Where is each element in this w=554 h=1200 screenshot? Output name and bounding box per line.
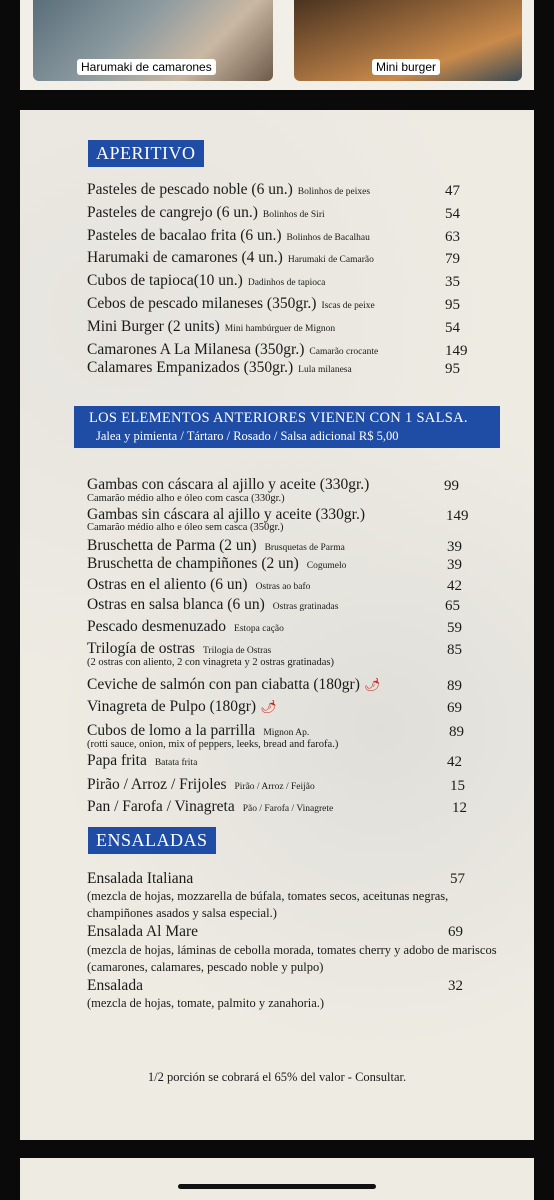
item-description: (mezcla de hojas, mozzarella de búfala, tomates secos, aceitunas negras, champiñones asados y salsa especial.): [87, 889, 449, 920]
item-name: Cubos de tapioca(10 un.): [87, 272, 243, 289]
menu-item[interactable]: [87, 977, 482, 995]
item-portuguese-name: Bolinhos de Siri: [262, 210, 325, 220]
item-price: 54: [445, 206, 460, 222]
chili-pepper-icon: 🌶: [363, 677, 381, 692]
item-price: 59: [447, 620, 462, 636]
menu-item[interactable]: [87, 752, 482, 770]
item-subtitle: (2 ostras con aliento, 2 con vinagreta y 2 ostras gratinadas): [87, 657, 334, 668]
item-price: 89: [449, 724, 464, 740]
item-name: Camarones A La Milanesa (350gr.): [87, 341, 305, 358]
item-name: Cubos de lomo a la parrilla: [87, 722, 256, 739]
menu-item[interactable]: [87, 798, 482, 816]
item-name: Mini Burger (2 units): [87, 318, 220, 335]
item-name: Ensalada: [87, 977, 143, 994]
menu-item[interactable]: [87, 341, 482, 359]
item-price: 149: [446, 508, 469, 524]
item-subtitle: Camarão médio alho e óleo com casca (330gr.): [87, 493, 285, 504]
item-portuguese-name: Camarão crocante: [309, 347, 379, 357]
item-description: (mezcla de hojas, tomate, palmito y zanahoria.): [87, 996, 325, 1010]
item-portuguese-name: Ostras gratinadas: [272, 602, 339, 612]
item-price: 99: [444, 478, 459, 494]
item-name: Ostras en el aliento (6 un): [87, 576, 248, 593]
item-price: 57: [450, 871, 465, 887]
item-portuguese-name: Lula milanesa: [298, 365, 352, 375]
ensaladas-heading: ENSALADAS: [88, 827, 216, 854]
item-name: Gambas sin cáscara al ajillo y aceite (330gr.): [87, 506, 366, 523]
item-price: 42: [447, 754, 462, 770]
item-description: (mezcla de hojas, láminas de cebolla morada, tomates cherry y adobo de mariscos (camarones, calamares, pescado noble y pulpo): [87, 943, 497, 974]
item-portuguese-name: Mini hambúrguer de Mignon: [224, 324, 336, 334]
item-price: 95: [445, 361, 460, 377]
home-indicator[interactable]: [178, 1184, 376, 1189]
sauce-notice-options: Jalea y pimienta / Tártaro / Rosado / Salsa adicional R$ 5,00: [96, 429, 399, 443]
item-portuguese-name: Brusquetas de Parma: [264, 543, 345, 553]
item-portuguese-name: Ostras ao bafo: [255, 582, 311, 592]
harumaki-photo[interactable]: [33, 0, 273, 81]
sauce-notice-title: LOS ELEMENTOS ANTERIORES VIENEN CON 1 SALSA.: [89, 410, 468, 426]
item-name: Ceviche de salmón con pan ciabatta (180gr): [87, 676, 360, 693]
harumaki-photo-label: Harumaki de camarones: [77, 59, 216, 75]
item-portuguese-name: Dadinhos de tapioca: [247, 278, 326, 288]
item-price: 47: [445, 183, 460, 199]
item-name: Pescado desmenuzado: [87, 618, 227, 635]
item-price: 15: [450, 778, 465, 794]
item-name: Gambas con cáscara al ajillo y aceite (330gr.): [87, 476, 370, 493]
item-name: Pasteles de pescado noble (6 un.): [87, 181, 293, 198]
item-price: 39: [447, 557, 462, 573]
item-price: 89: [447, 678, 462, 694]
item-portuguese-name: Bolinhos de peixes: [297, 187, 371, 197]
mini-burger-photo[interactable]: [294, 0, 522, 81]
item-price: 63: [445, 229, 460, 245]
item-name: Ensalada Italiana: [87, 870, 194, 887]
item-price: 39: [447, 539, 462, 555]
item-price: 12: [452, 800, 467, 816]
menu-item[interactable]: [87, 722, 482, 740]
mini-burger-photo-label: Mini burger: [372, 59, 440, 75]
item-subtitle: (rotti sauce, onion, mix of peppers, leeks, bread and farofa.): [87, 739, 339, 750]
sauce-notice: [74, 406, 500, 448]
item-name: Trilogía de ostras: [87, 640, 195, 657]
item-name: Papa frita: [87, 752, 147, 769]
item-price: 54: [445, 320, 460, 336]
item-portuguese-name: Harumaki de Camarão: [287, 255, 374, 265]
aperitivo-heading: APERITIVO: [88, 140, 204, 167]
item-name: Bruschetta de champiñones (2 un): [87, 555, 299, 572]
item-price: 69: [448, 924, 463, 940]
item-name: Vinagreta de Pulpo (180gr): [87, 698, 257, 715]
menu-item[interactable]: [87, 272, 482, 290]
menu-item[interactable]: [87, 537, 482, 555]
item-name: Ensalada Al Mare: [87, 923, 199, 940]
item-price: 85: [447, 642, 462, 658]
item-portuguese-name: Pirão / Arroz / Feijão: [234, 782, 315, 792]
item-name: Pirão / Arroz / Frijoles: [87, 776, 227, 793]
item-name: Pasteles de bacalao frita (6 un.): [87, 227, 282, 244]
item-price: 79: [445, 251, 460, 267]
item-name: Pasteles de cangrejo (6 un.): [87, 204, 258, 221]
item-price: 65: [445, 598, 460, 614]
menu-item[interactable]: [87, 476, 482, 494]
item-price: 95: [445, 297, 460, 313]
menu-item[interactable]: [87, 359, 482, 377]
item-portuguese-name: Cogumelo: [306, 561, 347, 571]
item-price: 42: [447, 578, 462, 594]
item-portuguese-name: Batata frita: [154, 758, 198, 768]
item-portuguese-name: Estopa cação: [234, 624, 284, 634]
item-name: Calamares Empanizados (350gr.): [87, 359, 294, 376]
menu-item[interactable]: [87, 640, 482, 658]
item-subtitle: Camarão médio alho e óleo sem casca (350gr.): [87, 522, 284, 533]
item-name: Harumaki de camarones (4 un.): [87, 249, 283, 266]
menu-item[interactable]: [87, 318, 482, 336]
menu-item[interactable]: [87, 923, 482, 941]
next-menu-card: [20, 1158, 534, 1200]
item-portuguese-name: Iscas de peixe: [321, 301, 375, 311]
menu-item[interactable]: [87, 249, 482, 267]
menu-item[interactable]: [87, 555, 482, 573]
item-price: 149: [445, 343, 468, 359]
chili-pepper-icon: 🌶: [260, 699, 277, 714]
item-portuguese-name: Bolinhos de Bacalhau: [286, 233, 370, 243]
item-name: Ostras en salsa blanca (6 un): [87, 596, 265, 613]
menu-item[interactable]: [87, 227, 482, 245]
menu-item[interactable]: [87, 870, 482, 888]
menu-item[interactable]: [87, 676, 482, 694]
item-name: Pan / Farofa / Vinagreta: [87, 798, 235, 815]
item-price: 32: [448, 978, 463, 994]
menu-item[interactable]: [87, 698, 482, 716]
menu-item[interactable]: [87, 596, 482, 614]
item-portuguese-name: Pão / Farofa / Vinagrete: [242, 804, 334, 814]
menu-item[interactable]: [87, 618, 482, 636]
half-portion-note: 1/2 porción se cobrará el 65% del valor - Consultar.: [147, 1070, 407, 1084]
item-name: Bruschetta de Parma (2 un): [87, 537, 257, 554]
menu-item[interactable]: [87, 204, 482, 222]
menu-item[interactable]: [87, 576, 482, 594]
menu-item[interactable]: [87, 295, 482, 313]
item-portuguese-name: Trilogia de Ostras: [202, 646, 272, 656]
item-portuguese-name: Mignon Ap.: [263, 728, 310, 738]
item-price: 69: [447, 700, 462, 716]
menu-item[interactable]: [87, 776, 482, 794]
item-price: 35: [445, 274, 460, 290]
menu-item[interactable]: [87, 181, 482, 199]
item-name: Cebos de pescado milaneses (350gr.): [87, 295, 317, 312]
